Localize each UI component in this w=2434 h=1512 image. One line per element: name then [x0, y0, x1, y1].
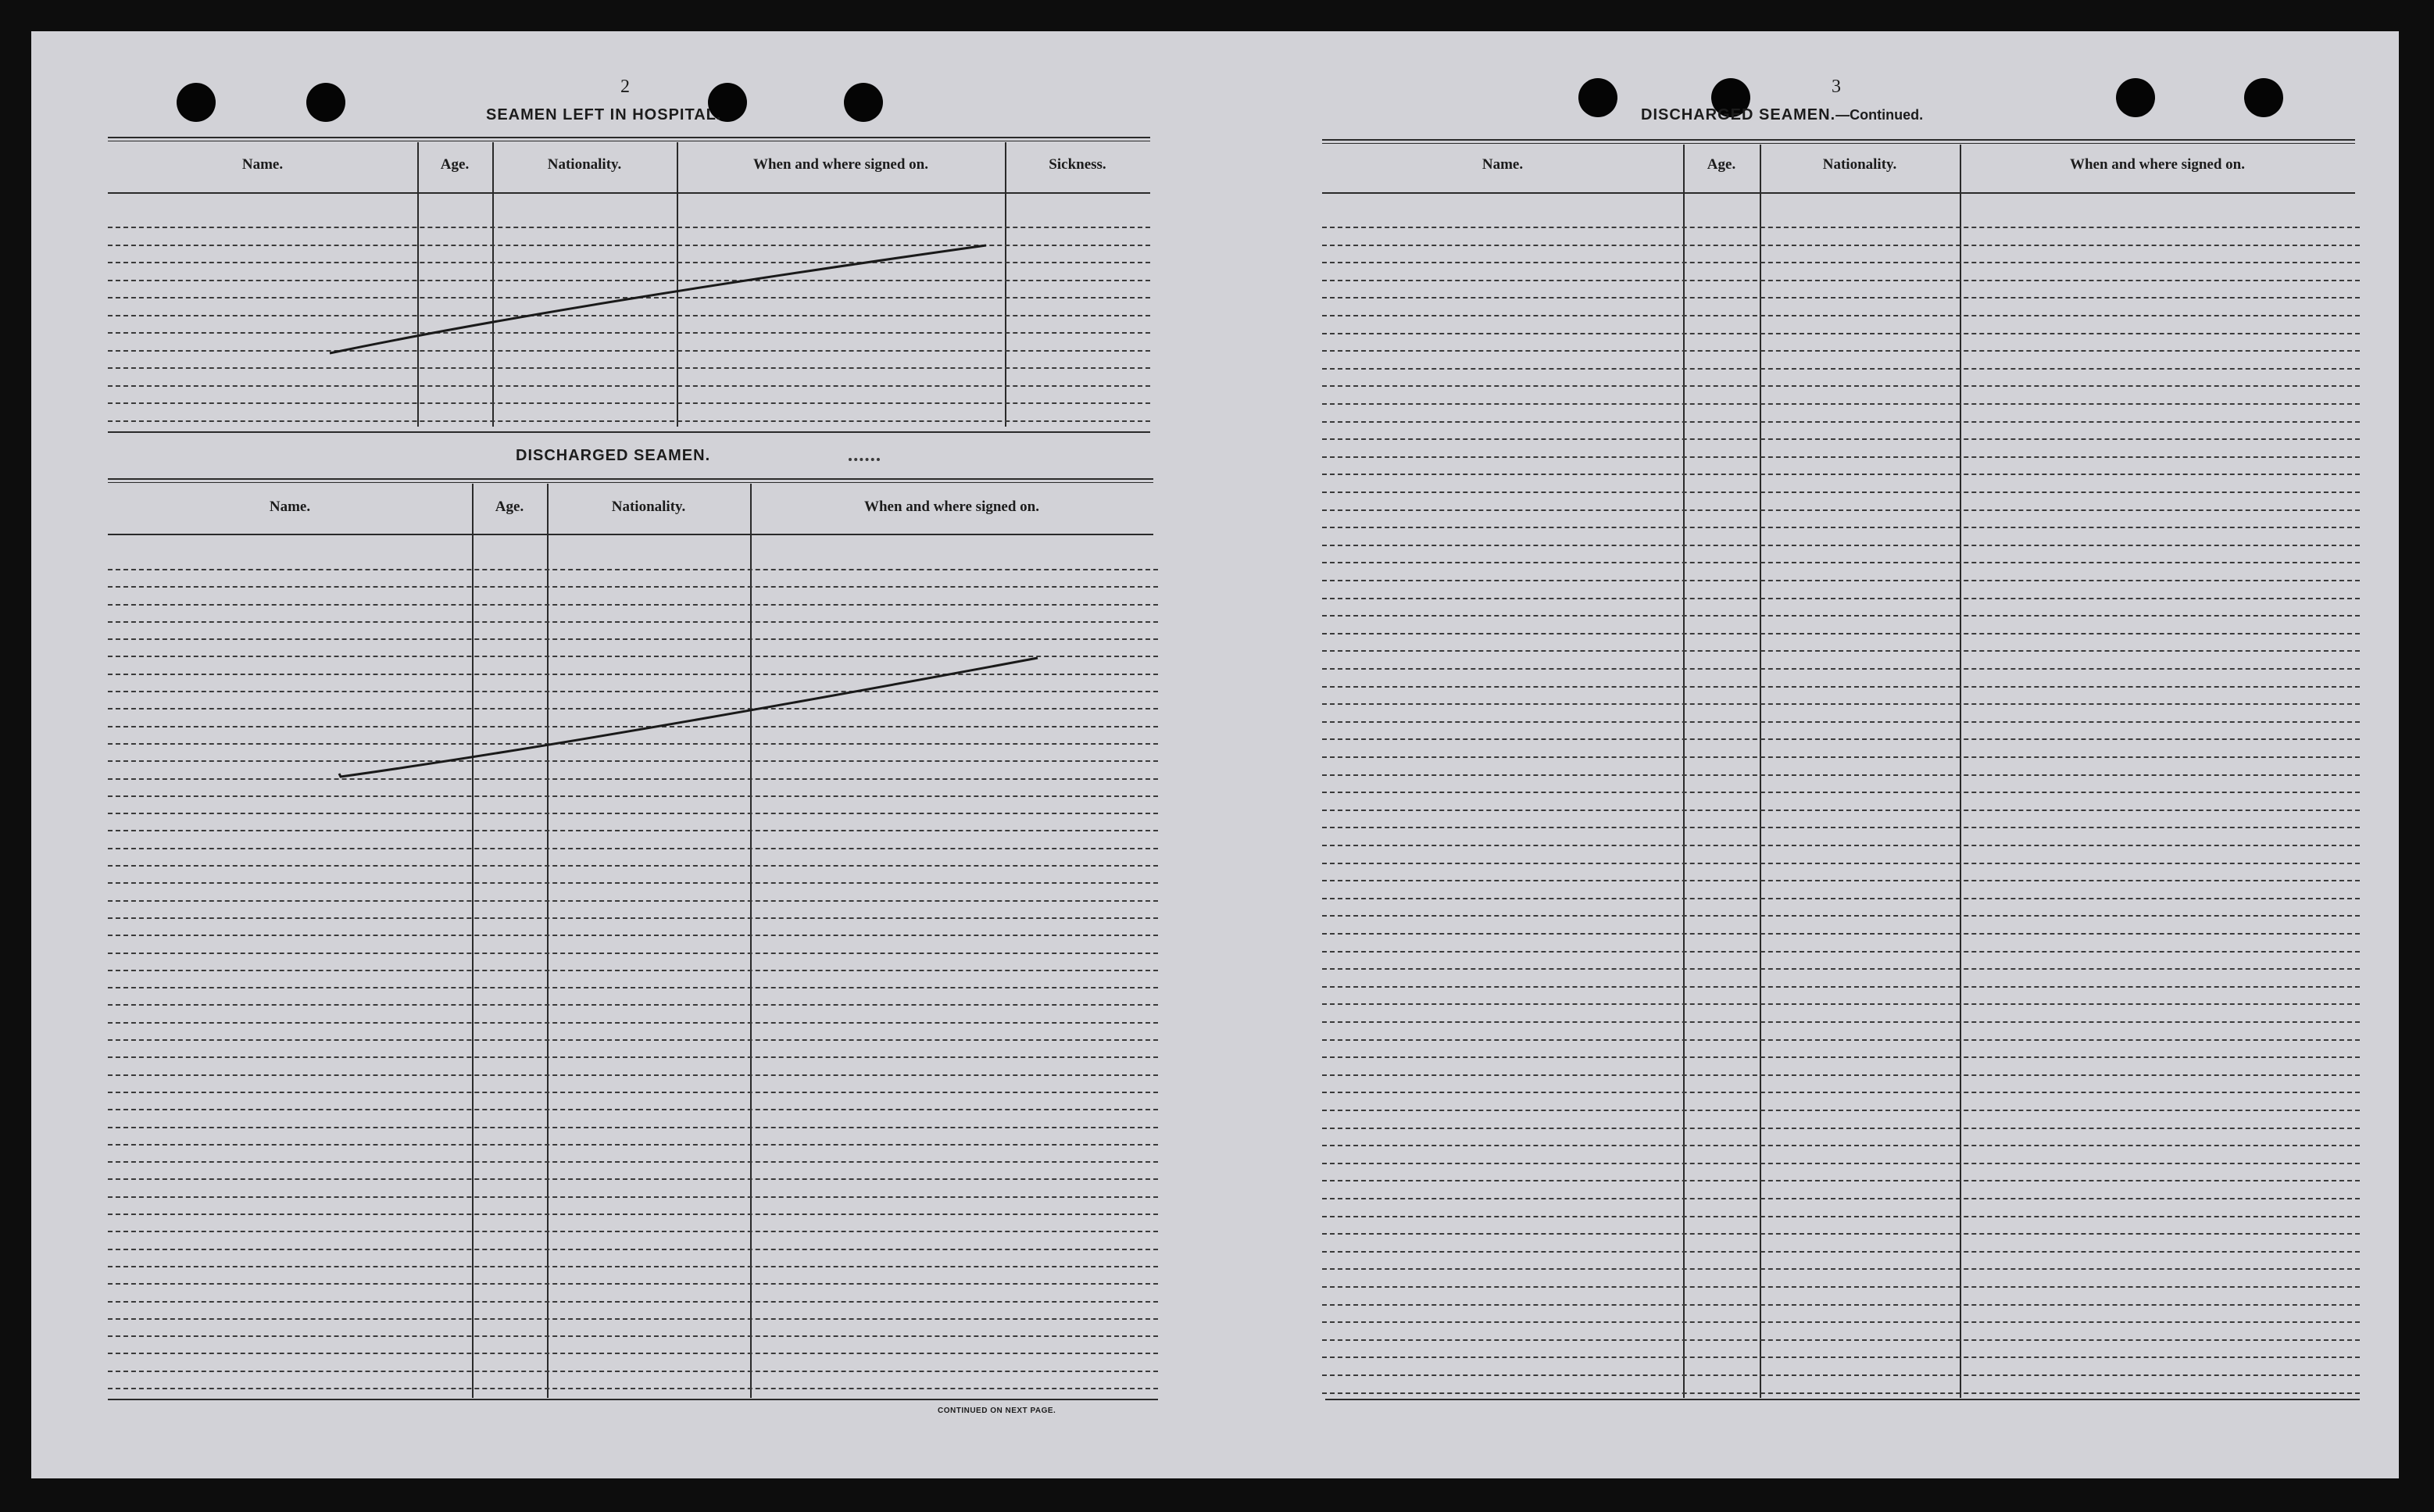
strike-line — [339, 658, 1038, 777]
ruled-line — [1322, 580, 2360, 581]
ruled-line — [1322, 350, 2360, 352]
table-bottom-rule — [108, 1399, 1158, 1400]
ruled-line — [1322, 1392, 2360, 1394]
ruled-line — [1322, 986, 2360, 988]
ruled-line — [108, 1178, 1158, 1180]
table-bottom-rule — [108, 431, 1150, 433]
ruled-line — [108, 420, 1150, 422]
ruled-line — [1322, 1056, 2360, 1058]
ruled-line — [1322, 650, 2360, 652]
col-head-age: Age. — [1707, 156, 1736, 173]
ruled-line — [108, 1214, 1158, 1215]
ruled-line — [108, 882, 1158, 884]
section-title-discharged: DISCHARGED SEAMEN. — [516, 447, 711, 464]
ruled-line — [1322, 968, 2360, 970]
ruled-line — [1322, 474, 2360, 475]
ruled-line — [1322, 915, 2360, 917]
ruled-line — [108, 813, 1158, 814]
ruled-line — [108, 621, 1158, 623]
table-top-rule — [108, 482, 1153, 483]
ruled-line — [1322, 1021, 2360, 1023]
ruled-line — [1322, 845, 2360, 846]
col-head-signed-on: When and where signed on. — [752, 156, 928, 173]
ruled-line — [108, 1144, 1158, 1146]
ruled-line — [108, 1022, 1158, 1024]
column-divider — [1005, 142, 1006, 427]
ruled-line — [1322, 1110, 2360, 1111]
ruled-line — [1322, 1339, 2360, 1341]
ruled-line — [1322, 598, 2360, 599]
ruled-line — [1322, 438, 2360, 440]
ruled-line — [1322, 951, 2360, 953]
strike-through-mark — [336, 633, 1055, 789]
ruled-line — [1322, 491, 2360, 493]
ruled-line — [1322, 633, 2360, 634]
ruled-line — [1322, 1180, 2360, 1181]
col-head-signed-on: When and where signed on. — [863, 499, 1039, 515]
ruled-line — [1322, 1074, 2360, 1076]
ruled-line — [108, 1056, 1158, 1058]
table-top-rule — [1322, 139, 2355, 141]
ruled-line — [108, 987, 1158, 988]
header-bottom-rule — [1322, 192, 2355, 194]
col-head-nationality: Nationality. — [1822, 156, 1897, 173]
ruled-line — [1322, 756, 2360, 758]
ruled-line — [108, 1318, 1158, 1320]
ruled-line — [108, 586, 1158, 588]
header-bottom-rule — [108, 534, 1153, 535]
ruled-line — [108, 917, 1158, 919]
ruled-line — [108, 402, 1150, 404]
left-page — [31, 31, 1203, 1478]
ruled-line — [1322, 403, 2360, 405]
ruled-line — [1322, 880, 2360, 881]
ruled-line — [108, 935, 1158, 936]
ruled-line — [1322, 315, 2360, 316]
ruled-line — [1322, 227, 2360, 228]
strike-line — [330, 245, 986, 353]
ruled-line — [108, 1301, 1158, 1303]
ruled-line — [1322, 738, 2360, 740]
ruled-line — [1322, 333, 2360, 334]
section-title-hospital: SEAMEN LEFT IN HOSPITAL. — [486, 106, 722, 123]
ruled-line — [1322, 385, 2360, 387]
col-head-age: Age. — [495, 499, 524, 515]
ruled-line — [1322, 1233, 2360, 1235]
ruled-line — [1322, 245, 2360, 246]
table-top-rule — [1322, 143, 2355, 144]
ruled-line — [1322, 898, 2360, 899]
ruled-line — [108, 1266, 1158, 1267]
ruled-line — [1322, 1374, 2360, 1376]
ruled-line — [108, 1283, 1158, 1285]
col-head-nationality: Nationality. — [547, 156, 622, 173]
ruled-line — [1322, 297, 2360, 298]
ruled-line — [1322, 810, 2360, 811]
ruled-line — [1322, 1003, 2360, 1005]
strike-through-mark — [328, 211, 1000, 367]
ruled-line — [108, 865, 1158, 867]
table-top-rule — [108, 478, 1153, 480]
ruled-line — [108, 970, 1158, 971]
ruled-line — [1322, 792, 2360, 793]
ruled-line — [108, 1353, 1158, 1354]
table-top-rule — [108, 137, 1150, 138]
ruled-line — [1322, 509, 2360, 511]
col-head-name: Name. — [269, 499, 311, 515]
ruled-line — [1322, 545, 2360, 546]
ruled-line — [1322, 1216, 2360, 1217]
ruled-line — [108, 1004, 1158, 1006]
ruled-line — [1322, 933, 2360, 935]
ruled-line — [1322, 668, 2360, 670]
scanned-form — [31, 31, 2399, 1478]
table-bottom-rule — [1325, 1399, 2360, 1400]
ruled-line — [1322, 1268, 2360, 1270]
ruled-line — [108, 953, 1158, 954]
ruled-line — [1322, 280, 2360, 281]
ruled-line — [108, 1388, 1158, 1389]
ruled-line — [108, 830, 1158, 831]
right-page — [1281, 31, 2399, 1478]
ruled-line — [1322, 1128, 2360, 1129]
ruled-line — [1322, 368, 2360, 370]
col-head-signed-on: When and where signed on. — [2069, 156, 2245, 173]
ruled-line — [1322, 527, 2360, 528]
col-head-sickness: Sickness. — [1049, 156, 1106, 173]
col-head-name: Name. — [241, 156, 284, 173]
col-head-name: Name. — [1481, 156, 1524, 173]
page-number: 3 — [1832, 77, 1841, 97]
ruled-line — [1322, 1251, 2360, 1253]
ruled-line — [108, 604, 1158, 606]
page-number: 2 — [620, 77, 630, 97]
ruled-line — [1322, 774, 2360, 776]
ruled-line — [108, 1335, 1158, 1337]
ruled-line — [108, 848, 1158, 849]
ruled-line — [1322, 1145, 2360, 1146]
ruled-line — [108, 1371, 1158, 1372]
ruled-line — [1322, 1286, 2360, 1288]
ruled-line — [1322, 1163, 2360, 1164]
ruled-line — [108, 1074, 1158, 1076]
ruled-line — [108, 1231, 1158, 1232]
col-head-nationality: Nationality. — [611, 499, 686, 515]
ruled-line — [1322, 703, 2360, 705]
ruled-line — [1322, 686, 2360, 688]
ruled-line — [108, 795, 1158, 797]
ruled-line — [108, 569, 1158, 570]
ruled-line — [108, 1161, 1158, 1163]
decorative-dots — [849, 458, 880, 461]
ruled-line — [1322, 1304, 2360, 1306]
ruled-line — [108, 1127, 1158, 1128]
ruled-line — [108, 900, 1158, 902]
ruled-line — [1322, 1198, 2360, 1199]
ruled-line — [108, 1092, 1158, 1093]
ruled-line — [1322, 456, 2360, 458]
ruled-line — [1322, 562, 2360, 563]
ruled-line — [108, 1249, 1158, 1250]
col-head-age: Age. — [440, 156, 470, 173]
ruled-line — [1322, 1039, 2360, 1041]
ruled-line — [108, 1109, 1158, 1110]
header-bottom-rule — [108, 192, 1150, 194]
ruled-line — [1322, 1357, 2360, 1358]
section-title-suffix: —Continued. — [1835, 107, 1924, 123]
ruled-line — [1322, 827, 2360, 828]
ruled-line — [1322, 1321, 2360, 1323]
ruled-line — [1322, 615, 2360, 617]
section-title-text: DISCHARGED SEAMEN. — [1641, 106, 1836, 123]
continued-note: CONTINUED ON NEXT PAGE. — [938, 1407, 1056, 1415]
ruled-line — [108, 385, 1150, 387]
ruled-line — [1322, 262, 2360, 263]
ruled-line — [1322, 721, 2360, 723]
ruled-line — [1322, 421, 2360, 423]
ruled-line — [1322, 863, 2360, 864]
section-title-discharged-continued — [1641, 106, 1923, 124]
ruled-line — [108, 1196, 1158, 1198]
ruled-line — [108, 367, 1150, 369]
ruled-line — [108, 1039, 1158, 1041]
ruled-line — [1322, 1092, 2360, 1093]
